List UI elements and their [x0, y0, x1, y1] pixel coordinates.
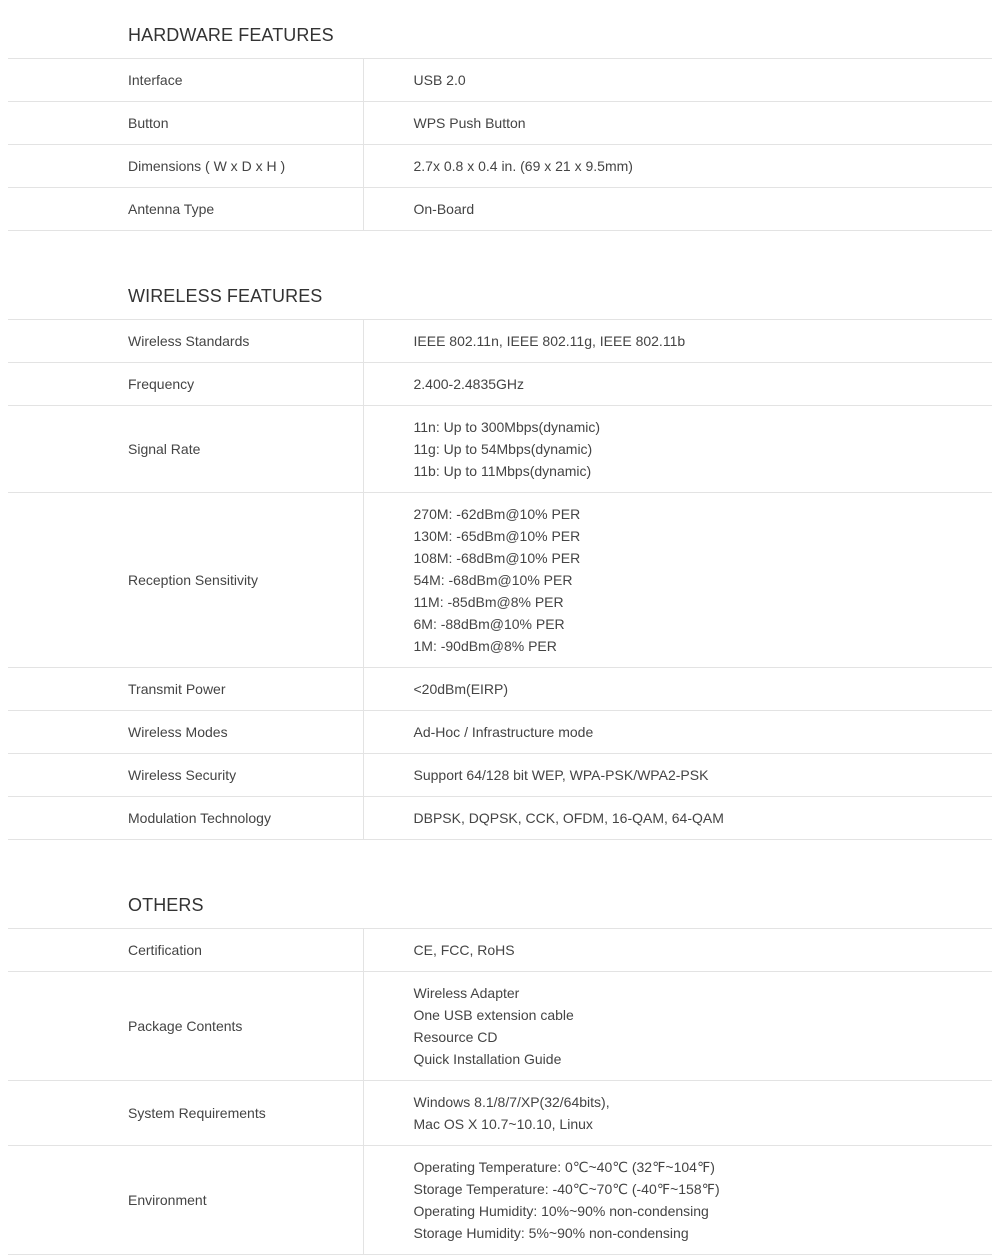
spec-table [8, 929, 992, 1255]
table-row [8, 188, 992, 231]
spec-label: Dimensions ( W x D x H ) [8, 145, 363, 188]
section-title: WIRELESS FEATURES [8, 261, 992, 320]
spec-value-line: On-Board [413, 201, 475, 217]
spec-value [363, 363, 992, 406]
spec-value-line: 130M: -65dBm@10% PER [413, 528, 581, 544]
spec-value [363, 1081, 992, 1146]
table-row [8, 102, 992, 145]
section-others [8, 870, 992, 1255]
spec-label: Button [8, 102, 363, 145]
spec-value [363, 145, 992, 188]
spec-value-line: 11b: Up to 11Mbps(dynamic) [413, 463, 592, 479]
spec-value-line: Windows 8.1/8/7/XP(32/64bits), [413, 1094, 610, 1110]
section-title: HARDWARE FEATURES [8, 0, 992, 59]
section-title: OTHERS [8, 870, 992, 929]
spec-value-line: 2.7x 0.8 x 0.4 in. (69 x 21 x 9.5mm) [413, 158, 633, 174]
spec-value-line: 108M: -68dBm@10% PER [413, 550, 581, 566]
spec-label: Interface [8, 59, 363, 102]
spec-label: Transmit Power [8, 668, 363, 711]
spec-value [363, 493, 992, 668]
spec-label: Certification [8, 929, 363, 972]
spec-value-line: 54M: -68dBm@10% PER [413, 572, 573, 588]
section-spacer [0, 840, 1000, 870]
table-row [8, 145, 992, 188]
spec-value-line: Operating Temperature: 0℃~40℃ (32℉~104℉) [413, 1159, 715, 1175]
spec-value-line: Quick Installation Guide [413, 1051, 562, 1067]
spec-value-line: CE, FCC, RoHS [413, 942, 515, 958]
spec-label: Antenna Type [8, 188, 363, 231]
spec-value-line: Operating Humidity: 10%~90% non-condensing [413, 1203, 709, 1219]
table-row [8, 363, 992, 406]
spec-label: Package Contents [8, 972, 363, 1081]
spec-value [363, 102, 992, 145]
table-row [8, 320, 992, 363]
spec-value-line: Storage Humidity: 5%~90% non-condensing [413, 1225, 689, 1241]
spec-value-line: Wireless Adapter [413, 985, 520, 1001]
table-row [8, 59, 992, 102]
spec-value [363, 406, 992, 493]
spec-value [363, 188, 992, 231]
table-row [8, 1146, 992, 1255]
table-row [8, 1081, 992, 1146]
spec-label: Signal Rate [8, 406, 363, 493]
spec-value-line: 11g: Up to 54Mbps(dynamic) [413, 441, 593, 457]
spec-label: Wireless Standards [8, 320, 363, 363]
spec-table [8, 59, 992, 231]
spec-value-line: One USB extension cable [413, 1007, 574, 1023]
spec-value-line: IEEE 802.11n, IEEE 802.11g, IEEE 802.11b [413, 333, 686, 349]
spec-value [363, 929, 992, 972]
section-wireless-features [8, 261, 992, 840]
section-spacer [0, 231, 1000, 261]
spec-value [363, 1146, 992, 1255]
spec-value [363, 711, 992, 754]
spec-value-line: <20dBm(EIRP) [413, 681, 509, 697]
spec-value-line: 11n: Up to 300Mbps(dynamic) [413, 419, 600, 435]
spec-value-line: 2.400-2.4835GHz [413, 376, 525, 392]
spec-value-line: Resource CD [413, 1029, 498, 1045]
spec-value-line: Ad-Hoc / Infrastructure mode [413, 724, 594, 740]
table-row [8, 493, 992, 668]
spec-label: Wireless Modes [8, 711, 363, 754]
spec-table [8, 320, 992, 840]
spec-label: Environment [8, 1146, 363, 1255]
spec-value-line: DBPSK, DQPSK, CCK, OFDM, 16-QAM, 64-QAM [413, 810, 724, 826]
table-row [8, 711, 992, 754]
spec-value [363, 668, 992, 711]
spec-value-line: 6M: -88dBm@10% PER [413, 616, 565, 632]
table-row [8, 406, 992, 493]
spec-label: Modulation Technology [8, 797, 363, 840]
table-row [8, 754, 992, 797]
spec-label: System Requirements [8, 1081, 363, 1146]
spec-value [363, 320, 992, 363]
section-hardware-features [8, 0, 992, 231]
spec-value-line: Mac OS X 10.7~10.10, Linux [413, 1116, 593, 1132]
spec-value-line: 11M: -85dBm@8% PER [413, 594, 564, 610]
spec-value [363, 797, 992, 840]
spec-value-line: WPS Push Button [413, 115, 526, 131]
spec-value-line: 270M: -62dBm@10% PER [413, 506, 581, 522]
spec-value-line: Support 64/128 bit WEP, WPA-PSK/WPA2-PSK [413, 767, 709, 783]
spec-value-line: 1M: -90dBm@8% PER [413, 638, 557, 654]
spec-label: Wireless Security [8, 754, 363, 797]
spec-label: Frequency [8, 363, 363, 406]
spec-label: Reception Sensitivity [8, 493, 363, 668]
table-row [8, 668, 992, 711]
table-row [8, 972, 992, 1081]
spec-value [363, 59, 992, 102]
table-row [8, 797, 992, 840]
spec-value [363, 972, 992, 1081]
spec-value [363, 754, 992, 797]
spec-value-line: USB 2.0 [413, 72, 466, 88]
table-row [8, 929, 992, 972]
spec-value-line: Storage Temperature: -40℃~70℃ (-40℉~158℉) [413, 1181, 720, 1197]
